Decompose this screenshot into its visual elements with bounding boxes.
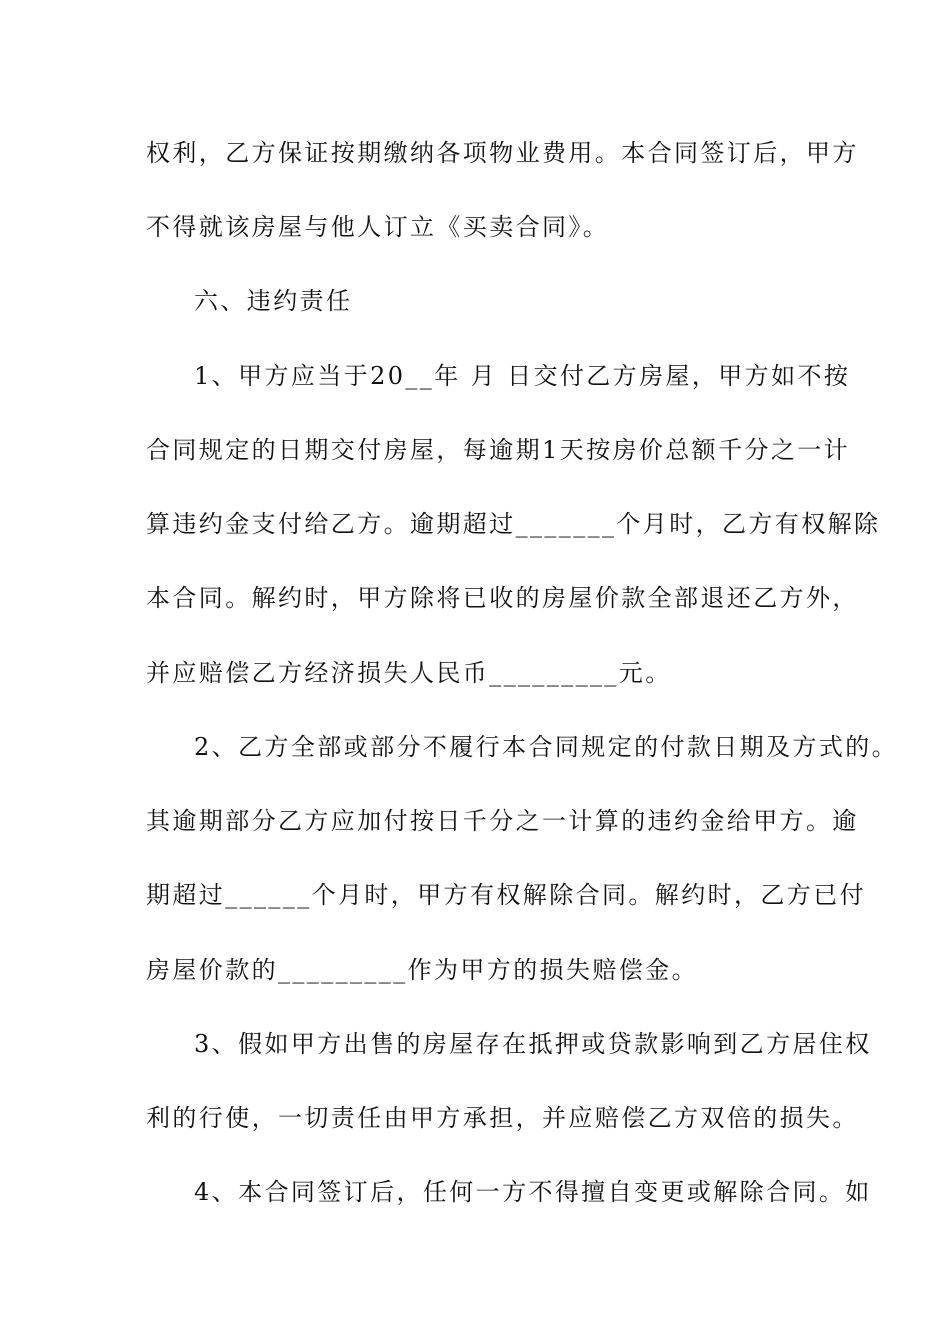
clause-1-line: 1、甲方应当于20__年 月 日交付乙方房屋，甲方如不按 [194, 362, 851, 390]
clause-3-line: 利的行使，一切责任由甲方承担，并应赔偿乙方双倍的损失。 [146, 1104, 859, 1132]
clause-2-line: 2、乙方全部或部分不履行本合同规定的付款日期及方式的。 [194, 733, 899, 761]
clause-3-line: 3、假如甲方出售的房屋存在抵押或贷款影响到乙方居住权 [194, 1030, 872, 1058]
clause-1-line: 本合同。解约时，甲方除将已收的房屋价款全部退还乙方外， [146, 584, 859, 612]
section-heading: 六、违约责任 [194, 287, 353, 315]
clause-1-line: 算违约金支付给乙方。逾期超过_______个月时，乙方有权解除 [146, 510, 881, 538]
clause-2-line: 期超过______个月时，甲方有权解除合同。解约时，乙方已付 [146, 881, 866, 909]
clause-2-line: 房屋价款的_________作为甲方的损失赔偿金。 [146, 956, 698, 984]
paragraph-line: 不得就该房屋与他人订立《买卖合同》。 [146, 213, 610, 241]
clause-4-line: 4、本合同签订后，任何一方不得擅自变更或解除合同。如 [194, 1178, 872, 1206]
paragraph-line: 权利，乙方保证按期缴纳各项物业费用。本合同签订后，甲方 [146, 139, 859, 167]
clause-1-line: 并应赔偿乙方经济损失人民币_________元。 [146, 659, 672, 687]
clause-1-line: 合同规定的日期交付房屋，每逾期1天按房价总额千分之一计 [146, 436, 851, 464]
clause-2-line: 其逾期部分乙方应加付按日千分之一计算的违约金给甲方。逾 [146, 807, 859, 835]
